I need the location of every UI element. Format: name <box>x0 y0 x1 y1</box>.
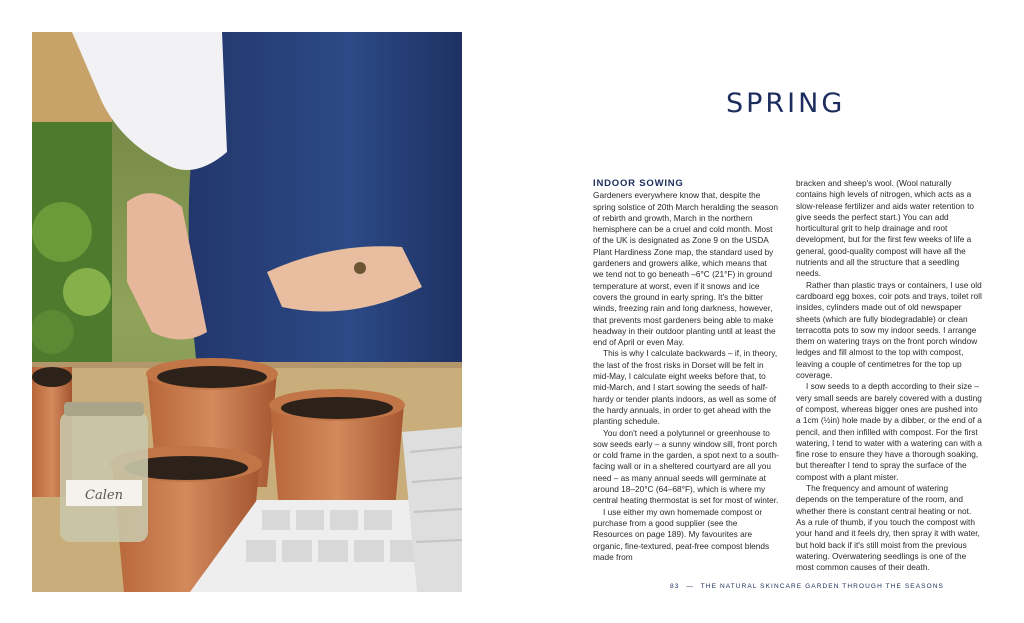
sowing-photo <box>32 32 462 592</box>
paragraph: I sow seeds to a depth according to their size – very small seeds are barely covered with a dusting of compost, whereas bigger ones are pushed into a 1cm (½in) hole made by a dibber, or the end of a pencil, and then infilled with compost. For the first watering, I tend to water with a watering can with a fine rose to ensure they have a thorough soaking, but thereafter I tend to spray the surface of the compost with a plant mister. <box>796 381 982 482</box>
text-column-left <box>593 178 779 563</box>
paragraph: Rather than plastic trays or containers, I use old cardboard egg boxes, coir pots and trays, toilet roll insides, cylinders made out of old newspaper sheets (which are fully biodegradable) or clean terracotta pots to sow my indoor seeds. I arrange them on watering trays on the front porch window ledges and fill almost to the top with compost, leaving a couple of centimetres for the top up coverage. <box>796 279 982 381</box>
page-footer <box>670 583 944 590</box>
page-number: 83 <box>670 583 680 590</box>
footer-separator: — <box>686 583 694 590</box>
running-title: THE NATURAL SKINCARE GARDEN THROUGH THE SEASONS <box>700 583 944 590</box>
section-heading: INDOOR SOWING <box>593 178 684 189</box>
chapter-title: SPRING <box>726 88 846 120</box>
paragraph: You don't need a polytunnel or greenhouse to sow seeds early – a sunny window sill, front porch or cold frame in the garden, a spot next to a south-facing wall or in a sheltered courtyard are all you need – as many annual seeds will germinate at around 18–20°C (64–68°F), which is where my central heating thermostat is set for most of winter. <box>593 427 779 506</box>
paragraph: I use either my own homemade compost or purchase from a good supplier (see the Resources on page 189). My favourites are organic, fine-textured, peat-free compost blends made from <box>593 506 770 562</box>
paragraph: The frequency and amount of watering depends on the temperature of the room, and whether there is constant central heating or not. As a rule of thumb, if you touch the compost with your hand and it feels dry, then spray it with water, but hold back if it's still moist from the previous watering. Overwatering seedlings is one of the most common causes of their death. <box>796 483 980 573</box>
text-page <box>462 0 1024 623</box>
jar-label: Calen <box>85 488 123 503</box>
paragraph: Gardeners everywhere know that, despite the spring solstice of 20th March heralding the season of rebirth and growth, March in the northern hemisphere can be a cruel and cold month. Most of the UK is designated as Zone 9 on the USDA Plant Hardiness Zone map, the standard used by gardeners and growers alike, which means that we tend not to go beneath –6°C (21°F) in ground temperature at worst, even if it snows and ice covers the ground in early spring. It's the bitter winds, freezing rain and long darkness, however, that prevents most gardeners being able to make headway in their outdoor planting until at least the end of April or even May. <box>593 190 778 348</box>
paragraph: This is why I calculate backwards – if, in theory, the last of the frost risks in Dorset will be felt in mid-May, I calculate eight weeks before that, to mid-March, and I start sowing the seeds of half-hardy or tender plants indoors, as well as some of the hardy annuals, in order to get ahead with the planting schedule. <box>593 348 778 427</box>
text-column-right <box>796 178 982 573</box>
paragraph: bracken and sheep's wool. (Wool naturally contains high levels of nitrogen, which acts as a slow-release fertilizer and aids water retention to give seeds the perfect start.) You can add horticultural grit to help drainage and root development, but for the first few weeks of life a general, good-quality compost will have all the nutrients and all the structure that a seedling needs. <box>796 178 975 279</box>
